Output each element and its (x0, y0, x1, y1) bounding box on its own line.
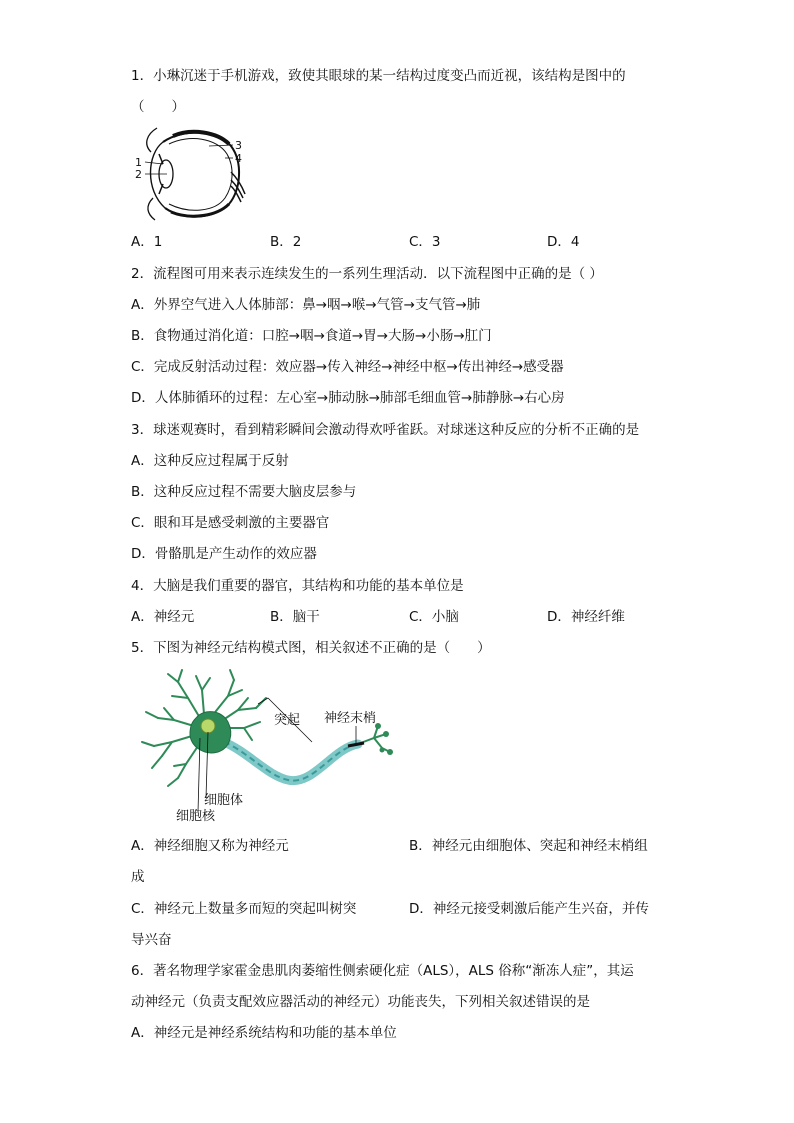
q2-stem: 2．流程图可用来表示连续发生的一系列生理活动．以下流程图中正确的是（ ） (131, 266, 603, 282)
eye-label-1: 1 (135, 156, 142, 169)
q1-option-c: C．3 (409, 234, 441, 250)
q4-option-b: B．脑干 (270, 609, 320, 625)
nucleus (201, 719, 215, 733)
q3-option-b: B．这种反应过程不需要大脑皮层参与 (131, 484, 357, 500)
axon (224, 742, 358, 781)
q1-option-a: A．1 (131, 234, 163, 250)
q6-stem-line2: 动神经元（负责支配效应器活动的神经元）功能丧失，下列相关叙述错误的是 (131, 994, 590, 1010)
q2-option-c: C．完成反射活动过程：效应器→传入神经→神经中枢→传出神经→感受器 (131, 359, 564, 375)
q1-blank: （ ） (131, 99, 185, 115)
q5-option-b-line2: 成 (131, 869, 145, 885)
label-nerve-ending: 神经末梢 (324, 711, 377, 726)
q4-option-a: A．神经元 (131, 609, 195, 625)
q5-stem: 5．下图为神经元结构模式图，相关叙述不正确的是（ ） (131, 640, 491, 656)
q2-option-d: D．人体肺循环的过程：左心室→肺动脉→肺部毛细血管→肺静脉→右心房 (131, 390, 565, 406)
q6-stem-line1: 6．著名物理学家霍金患肌肉萎缩性侧索硬化症（ALS），ALS 俗称“渐冻人症”，其运 (131, 963, 634, 979)
q6-option-a: A．神经元是神经系统结构和功能的基本单位 (131, 1025, 397, 1041)
eye-label-4: 4 (235, 152, 242, 165)
label-process: 突起 (274, 713, 301, 728)
q1-stem: 1．小琳沉迷于手机游戏，致使其眼球的某一结构过度变凸而近视，该结构是图中的 (131, 68, 626, 84)
q3-option-d: D．骨骼肌是产生动作的效应器 (131, 546, 317, 562)
q5-option-c: C．神经元上数量多而短的突起叫树突 (131, 901, 357, 917)
q5-option-d-line2: 导兴奋 (131, 932, 172, 948)
eyeball-diagram (133, 124, 248, 224)
nerve-ending (358, 726, 390, 752)
q5-option-a: A．神经细胞又称为神经元 (131, 838, 289, 854)
q1-option-b: B．2 (270, 234, 302, 250)
neuron-diagram (138, 668, 398, 828)
q4-option-d: D．神经纤维 (547, 609, 625, 625)
q3-option-a: A．这种反应过程属于反射 (131, 453, 289, 469)
q4-stem: 4．大脑是我们重要的器官，其结构和功能的基本单位是 (131, 578, 464, 594)
label-cell-body: 细胞体 (204, 793, 244, 808)
q4-option-c: C．小脑 (409, 609, 459, 625)
q2-option-a: A．外界空气进入人体肺部：鼻→咽→喉→气管→支气管→肺 (131, 297, 481, 313)
q1-option-d: D．4 (547, 234, 580, 250)
label-nucleus: 细胞核 (176, 809, 216, 824)
q3-stem: 3．球迷观赛时，看到精彩瞬间会激动得欢呼雀跃。对球迷这种反应的分析不正确的是 (131, 422, 640, 438)
q5-option-b-line1: B．神经元由细胞体、突起和神经末梢组 (409, 838, 648, 854)
q5-option-d-line1: D．神经元接受刺激后能产生兴奋，并传 (409, 901, 649, 917)
q3-option-c: C．眼和耳是感受刺激的主要器官 (131, 515, 330, 531)
eye-label-2: 2 (135, 168, 142, 181)
q2-option-b: B．食物通过消化道：口腔→咽→食道→胃→大肠→小肠→肛门 (131, 328, 492, 344)
eye-label-3: 3 (235, 139, 242, 152)
